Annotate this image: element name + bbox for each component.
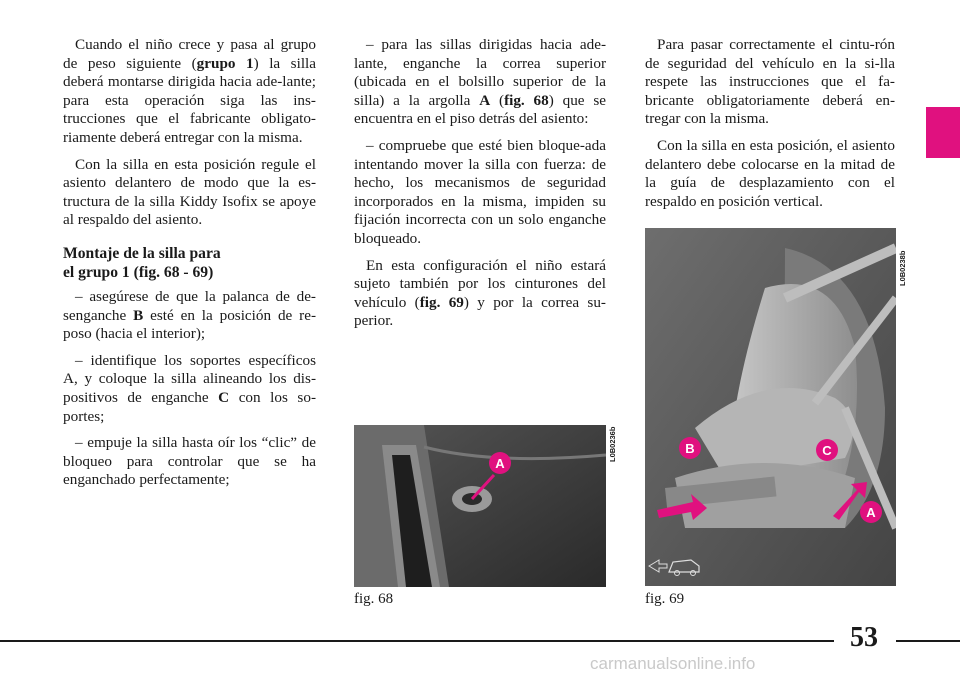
section-heading: Montaje de la silla para el grupo 1 (fig. 68 - 69) [63,244,221,281]
paragraph: En esta configuración el niño estará sujeto también por los cinturones del vehículo (fig. 69) y por la correa su-perior. [354,256,606,330]
watermark-text: carmanualsonline.info [590,654,756,673]
label-a: A [495,456,505,471]
figure-caption: fig. 69 [645,591,685,607]
figure-68-image [354,425,606,587]
floor-anchor-illustration [354,425,606,587]
label-b: B [685,441,695,456]
section-tab-marker [926,107,960,158]
text-column-left [63,36,316,498]
paragraph: – compruebe que esté bien bloque-ada intentando mover la silla con fuerza: de hecho, los mecanismos de seguridad incorporados en la misma, impiden su fijación incorrecta con un solo enganche bloqueado. [354,136,606,247]
figure-69-image [645,228,896,586]
footer-rule [896,640,960,642]
paragraph: – asegúrese de que la palanca de de-senganche B esté en la posición de re-poso (hacia el interior); [63,287,316,343]
figure-caption: fig. 68 [354,591,394,607]
paragraph: – identifique los soportes específicos A, y coloque la silla alineando los dis-positivos de enganche C con los so-portes; [63,351,316,425]
text-column-right [645,36,895,219]
paragraph: Para pasar correctamente el cintu-rón de seguridad del vehículo en la si-lla respete las instrucciones que el fa-bricante obligatoriamente deberá en-tregar con la misma. [645,36,895,128]
paragraph: – empuje la silla hasta oír los “clic” de bloqueo para controlar que se ha enganchado perfectamente; [63,434,316,489]
label-c: C [822,443,832,458]
child-seat-illustration [645,228,896,586]
paragraph: Con la silla en esta posición regule el asiento delantero de modo que la es-tructura de la silla Kiddy Isofix se apoye al respaldo del asiento. [63,155,316,229]
paragraph: Cuando el niño crece y pasa al grupo de peso siguiente (grupo 1) la silla deberá montarse dirigida hacia ade-lante; para esta operación siga las ins-trucciones que el fabricante obligato-riamente deberá entregar con la misma. [63,36,316,146]
paragraph: Con la silla en esta posición, el asiento delantero debe colocarse en la mitad de la guía de desplazamiento con el respaldo en posición vertical. [645,136,895,210]
figure-code: L0B0236b [608,426,617,462]
figure-code: L0B0238b [898,250,907,286]
footer-rule [0,640,834,642]
paragraph: – para las sillas dirigidas hacia ade-lante, enganche la correa superior (ubicada en el bolsillo superior de la silla) a la argolla A (fig. 68) que se encuentra en el piso detrás del asiento: [354,36,606,128]
page-number: 53 [850,622,878,653]
label-a: A [866,505,876,520]
text-column-middle [354,36,606,339]
